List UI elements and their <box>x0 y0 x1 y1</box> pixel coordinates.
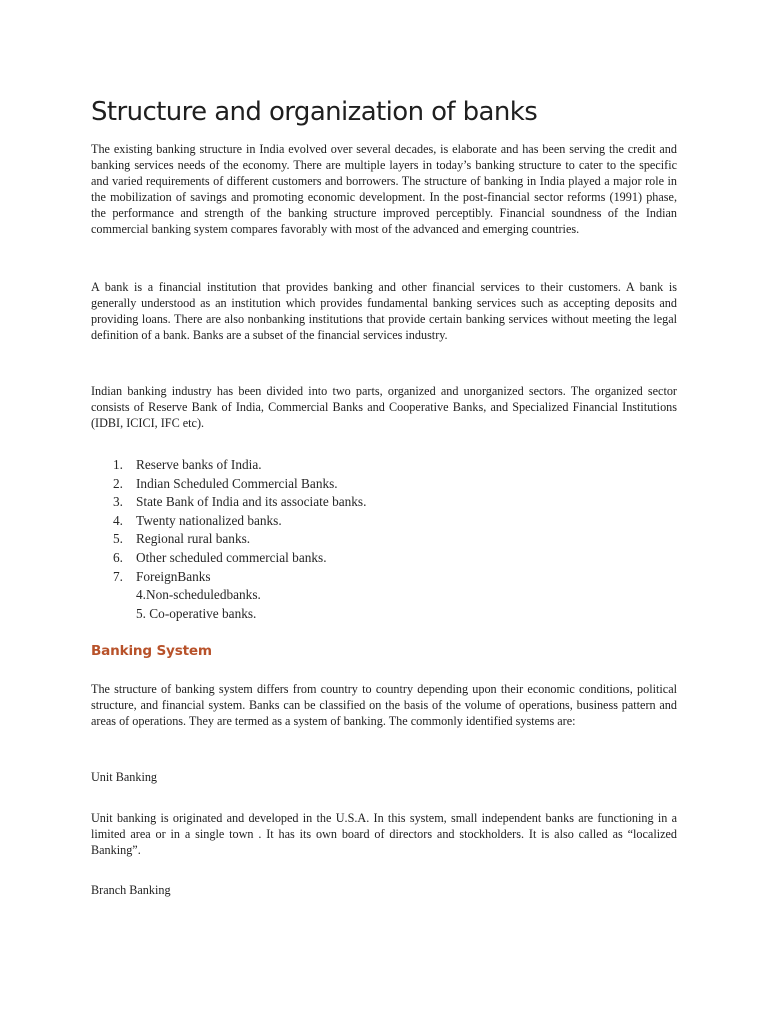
sectors-paragraph: Indian banking industry has been divided into two parts, organized and unorganized sectors. The organized sector consists of Reserve Bank of India, Commercial Banks and Cooperative Banks, and Specialized Financial Institutions (IDBI, ICICI, IFC etc). <box>91 384 677 430</box>
list-item: 7. ForeignBanks <box>113 568 211 584</box>
page-title: Structure and organization of banks <box>91 97 538 127</box>
sub-list-item: 5. Co-operative banks. <box>136 605 257 621</box>
intro-paragraph: The existing banking structure in India evolved over several decades, is elaborate and has been serving the credit and banking services needs of the economy. There are multiple layers in today’s banking structure to cater to the specific and varied requirements of different customers and borrowers. The structure of banking in India played a major role in the mobilization of savings and promoting economic development. In the post-financial sector reforms (1991) phase, the performance and strength of the banking structure improved perceptibly. Financial soundness of the Indian commercial banking system compares favorably with most of the advanced and emerging countries. <box>91 142 677 236</box>
sub-list-item: 4.Non-scheduledbanks. <box>136 587 261 603</box>
list-item-text: ForeignBanks <box>136 568 211 584</box>
list-item-text: Regional rural banks. <box>136 531 251 547</box>
list-item-text: State Bank of India and its associate banks. <box>136 494 367 510</box>
banking-system-paragraph: The structure of banking system differs from country to country depending upon their economic conditions, political structure, and financial system. Banks can be classified on the basis of the volume of operations, business pattern and areas of operations. They are termed as a system of banking. The commonly identified systems are: <box>91 682 677 728</box>
unit-banking-paragraph: Unit banking is originated and developed in the U.S.A. In this system, small independent banks are functioning in a limited area or in a single town . It has its own board of directors and stockholders. It is also called as “localized Banking”. <box>91 811 677 857</box>
branch-banking-subheading: Branch Banking <box>91 883 171 897</box>
list-item: 4. Twenty nationalized banks. <box>113 512 282 528</box>
list-item-text: Indian Scheduled Commercial Banks. <box>136 475 338 491</box>
list-item: 6. Other scheduled commercial banks. <box>113 549 327 565</box>
list-item-text: Twenty nationalized banks. <box>136 512 282 528</box>
list-item: 5. Regional rural banks. <box>113 531 251 547</box>
list-item: 2. Indian Scheduled Commercial Banks. <box>113 475 338 491</box>
list-item-text: Reserve banks of India. <box>136 457 262 472</box>
list-item-text: Other scheduled commercial banks. <box>136 549 327 565</box>
organized-sector-list <box>91 456 511 623</box>
unit-banking-subheading: Unit Banking <box>91 770 158 784</box>
list-item: 3. State Bank of India and its associate banks. <box>113 494 367 510</box>
list-item: 1. Reserve banks of India. <box>113 457 262 472</box>
bank-definition-paragraph: A bank is a financial institution that provides banking and other financial services to their customers. A bank is generally understood as an institution which provides fundamental banking services such as accepting deposits and providing loans. There are also nonbanking institutions that provide certain banking services without meeting the legal definition of a bank. Banks are a subset of the financial services industry. <box>91 280 677 342</box>
banking-system-heading: Banking System <box>91 643 212 659</box>
